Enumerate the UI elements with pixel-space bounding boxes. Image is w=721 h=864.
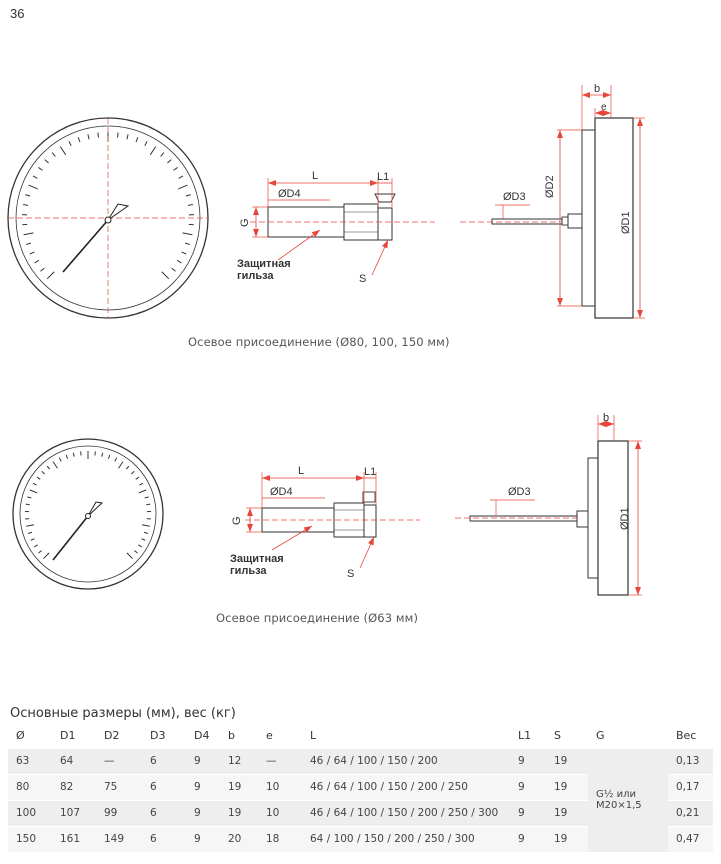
dim-label-e: e — [601, 102, 607, 113]
dial-tick — [182, 252, 187, 254]
cell-l1: 9 — [510, 748, 546, 774]
sleeve-label-line2: гильза — [237, 270, 274, 282]
col-header: L1 — [518, 729, 532, 743]
cell-s: 19 — [546, 748, 588, 774]
dial-tick — [185, 243, 190, 245]
dial-tick — [30, 490, 37, 493]
cell-l: 46 / 64 / 100 / 150 / 200 / 250 — [302, 774, 510, 800]
cell-b: 20 — [220, 826, 258, 852]
cell-l1: 9 — [510, 774, 546, 800]
col-header: b — [228, 729, 235, 743]
dial-tick — [60, 146, 66, 154]
dial-tick — [26, 243, 31, 245]
cell-g — [588, 748, 668, 852]
col-header: Вес — [676, 729, 697, 743]
dial-tick — [167, 160, 171, 163]
dim-label-D4: ØD4 — [270, 486, 293, 498]
dial-tick — [134, 551, 137, 553]
cell-s: 19 — [546, 826, 588, 852]
col-header: Ø — [16, 729, 25, 743]
dial-tick — [142, 525, 150, 527]
dial-tick — [35, 260, 39, 263]
sleeve-label-line1: Защитная — [230, 553, 284, 565]
dial-tick — [45, 160, 49, 163]
dial-tick — [174, 167, 178, 170]
cell-d1: 64 — [52, 748, 96, 774]
cell-s: 19 — [546, 800, 588, 826]
dial-tick — [38, 167, 42, 170]
cell-diameter: 80 — [8, 774, 52, 800]
dial-tick — [42, 471, 45, 474]
g-line-2: M20×1,5 — [596, 800, 642, 812]
col-header: S — [554, 729, 561, 743]
dim-label-G: G — [239, 218, 251, 227]
dial-tick — [30, 252, 35, 254]
cell-d3: 6 — [142, 800, 186, 826]
gauge-side-view-1 — [460, 85, 645, 318]
dim-label-b: b — [594, 83, 601, 95]
dimensions-table — [8, 724, 713, 852]
sleeve-label-line2: гильза — [230, 565, 267, 577]
dial-tick — [66, 455, 67, 459]
dial-tick — [26, 504, 30, 505]
dial-tick — [144, 532, 148, 533]
dim-label-L: L — [298, 465, 305, 477]
dim-label-b: b — [603, 412, 610, 424]
cell-d3: 6 — [142, 748, 186, 774]
dial-tick — [162, 272, 169, 279]
dial-tick — [150, 146, 156, 154]
dial-tick — [29, 185, 38, 189]
dial-tick — [115, 458, 117, 462]
cell-d4: 9 — [186, 800, 220, 826]
dial-tick — [26, 525, 34, 527]
gauge-front-view-1 — [8, 118, 208, 318]
dim-label-D1: ØD1 — [619, 507, 631, 530]
dial-tick — [183, 233, 193, 235]
dial-tick — [98, 133, 99, 138]
table-row — [8, 748, 713, 774]
sleeve-label-line1: Защитная — [237, 258, 291, 270]
cell-e: 10 — [258, 800, 302, 826]
cell-diameter: 100 — [8, 800, 52, 826]
cell-d2: — — [96, 748, 142, 774]
cell-weight: 0,17 — [668, 774, 713, 800]
cell-d4: 9 — [186, 774, 220, 800]
cell-d2: 75 — [96, 774, 142, 800]
dial-tick — [88, 134, 89, 139]
dial-tick — [33, 483, 36, 485]
cell-d3: 6 — [142, 774, 186, 800]
dial-tick — [145, 141, 147, 145]
dial-tick — [47, 272, 54, 279]
dial-tick — [52, 153, 55, 157]
dim-label-D2: ØD2 — [544, 175, 556, 198]
col-header: D4 — [194, 729, 210, 743]
dial-tick — [145, 497, 149, 498]
col-header: e — [266, 729, 273, 743]
cell-l: 64 / 100 / 150 / 200 / 250 / 300 — [302, 826, 510, 852]
dial-tick — [25, 195, 30, 196]
cell-weight: 0,47 — [668, 826, 713, 852]
col-header: D1 — [60, 729, 76, 743]
dial-tick — [136, 137, 138, 142]
col-header: D2 — [104, 729, 120, 743]
dial-tick — [24, 233, 34, 235]
caption-drawing-2: Осевое присоединение (Ø63 мм) — [216, 611, 419, 625]
cell-b: 19 — [220, 800, 258, 826]
dial-tick — [172, 268, 176, 271]
dial-tick — [31, 539, 35, 541]
cell-l: 46 / 64 / 100 / 150 / 200 — [302, 748, 510, 774]
dial-tick — [40, 268, 44, 271]
dial-tick — [188, 205, 193, 206]
dial-tick — [28, 532, 32, 533]
dial-tick — [179, 176, 183, 178]
dial-tick — [161, 153, 164, 157]
dim-label-D1: ØD1 — [620, 211, 632, 234]
dial-tick — [131, 471, 134, 474]
cell-e: 18 — [258, 826, 302, 852]
dial-tick — [118, 133, 119, 138]
col-header: D3 — [150, 729, 166, 743]
dial-tick — [69, 141, 71, 145]
dial-tick — [146, 504, 150, 505]
g-line-1: G½ или — [596, 789, 637, 801]
cell-d1: 82 — [52, 774, 96, 800]
cell-e: — — [258, 748, 302, 774]
dial-tick — [119, 462, 123, 469]
cell-d4: 9 — [186, 826, 220, 852]
gauge-front-view-2 — [13, 439, 163, 589]
cell-b: 12 — [220, 748, 258, 774]
cell-l1: 9 — [510, 826, 546, 852]
dial-tick — [39, 551, 42, 553]
cell-b: 19 — [220, 774, 258, 800]
cell-diameter: 150 — [8, 826, 52, 852]
col-header: L — [310, 729, 317, 743]
dial-tick — [178, 185, 187, 189]
dial-tick — [127, 553, 133, 559]
dial-tick — [34, 545, 37, 547]
gauge-side-view-2 — [455, 415, 642, 595]
dial-tick — [23, 205, 28, 206]
table-header-row — [8, 724, 713, 748]
cell-d4: 9 — [186, 748, 220, 774]
dial-tick — [27, 497, 31, 498]
cell-d1: 161 — [52, 826, 96, 852]
dim-label-G: G — [231, 516, 243, 525]
dim-label-L: L — [312, 170, 319, 182]
cell-diameter: 63 — [8, 748, 52, 774]
dim-label-D4: ØD4 — [278, 188, 301, 200]
dim-label-D3: ØD3 — [503, 191, 526, 203]
dial-tick — [33, 176, 37, 178]
page-number: 36 — [10, 6, 25, 21]
dial-tick — [108, 455, 109, 459]
cell-l: 46 / 64 / 100 / 150 / 200 / 250 / 300 — [302, 800, 510, 826]
cell-d3: 6 — [142, 826, 186, 852]
dim-label-L1: L1 — [364, 466, 377, 478]
dial-tick — [53, 462, 57, 469]
dial-tick — [59, 458, 61, 462]
cell-weight: 0,13 — [668, 748, 713, 774]
dial-tick — [102, 453, 103, 457]
cell-s: 19 — [546, 774, 588, 800]
dial-tick — [177, 260, 181, 263]
dial-ticks — [25, 451, 151, 559]
dial-tick — [73, 453, 74, 457]
table-title: Основные размеры (мм), вес (кг) — [10, 706, 236, 721]
cell-e: 10 — [258, 774, 302, 800]
cell-l1: 9 — [510, 800, 546, 826]
dim-label-S: S — [359, 273, 367, 285]
dim-label-S: S — [347, 568, 355, 580]
col-header: G — [596, 729, 605, 743]
dial-tick — [138, 545, 141, 547]
dial-tick — [127, 134, 128, 139]
cell-d1: 107 — [52, 800, 96, 826]
cell-d2: 99 — [96, 800, 142, 826]
cell-d2: 149 — [96, 826, 142, 852]
dial-tick — [37, 477, 40, 479]
dial-tick — [136, 477, 139, 479]
dial-tick — [126, 466, 129, 469]
dial-tick — [47, 466, 50, 469]
dial-tick — [142, 539, 146, 541]
caption-drawing-1: Осевое присоединение (Ø80, 100, 150 мм) — [188, 335, 450, 349]
dial-tick — [43, 553, 49, 559]
dial-tick — [139, 490, 146, 493]
dial-tick — [186, 195, 191, 196]
dial-tick — [139, 483, 142, 485]
dim-label-D3: ØD3 — [508, 486, 531, 498]
dial-tick — [78, 137, 80, 142]
cell-weight: 0,21 — [668, 800, 713, 826]
dim-label-L1: L1 — [377, 171, 390, 183]
